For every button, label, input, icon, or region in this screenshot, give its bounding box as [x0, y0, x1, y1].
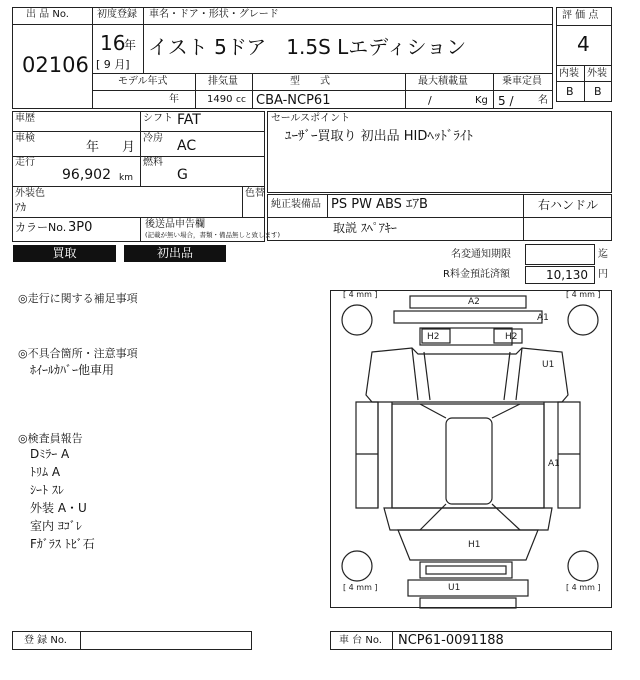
mark-a1-front-bumper: A1	[537, 313, 549, 323]
inspector-item: Dﾐﾗｰ A	[30, 447, 70, 461]
inspector-item: ﾄﾘﾑ A	[30, 465, 61, 479]
inspector-item: 室内 ﾖｺﾞﾚ	[30, 519, 82, 533]
defects-title: ◎不具合箇所・注意事項	[18, 347, 138, 360]
max-load-slash: /	[428, 94, 432, 107]
genuine-equipment-label: 純正装備品	[271, 199, 321, 210]
mark-h1-rear: H1	[468, 540, 481, 550]
aftermarket-note: (記載が無い場合，書類・備品無しと致します)	[145, 231, 281, 239]
exterior-color-label: 外装色	[15, 188, 45, 199]
mark-a2-front: A2	[468, 297, 480, 307]
shift-value: FAT	[177, 112, 201, 128]
supplement-title: ◎走行に関する補足事項	[18, 292, 138, 305]
diagram-frame	[330, 290, 612, 608]
defect-item: ﾎｲｰﾙｶﾊﾞｰ他車用	[30, 363, 115, 377]
recycle-fee-unit: 円	[598, 269, 608, 280]
displacement-unit: cc	[236, 95, 246, 105]
ac-label: 冷房	[143, 133, 163, 144]
tire-depth-fr: [ 4 mm ]	[566, 290, 601, 299]
fuel-label: 燃料	[143, 157, 163, 168]
tire-depth-rr: [ 4 mm ]	[566, 583, 601, 592]
mileage-value: 96,902	[62, 167, 111, 183]
sales-point-label: セールスポイント	[271, 113, 351, 124]
car-name: イスト 5ドア 1.5S Lエディション	[148, 35, 467, 59]
chassis-no-label: 車 台 No.	[339, 635, 382, 646]
model-year-label: モデル年式	[118, 76, 168, 87]
sales-point-text: ﾕｰｻﾞｰ買取り 初出品 HIDﾍｯﾄﾞﾗｲﾄ	[285, 129, 473, 144]
lot-no-label: 出 品 No.	[26, 9, 69, 20]
mark-u1-right-fender: U1	[542, 360, 555, 370]
inspector-item: Fｶﾞﾗｽ ﾄﾋﾞ石	[30, 537, 95, 551]
color-no-value: 3P0	[68, 220, 93, 235]
exterior-color-value: ｱｶ	[15, 201, 26, 214]
genuine-equipment: PS PW ABS ｴｱB	[331, 197, 428, 212]
max-load-unit: Kg	[475, 95, 488, 106]
mark-u1-rear-bumper: U1	[448, 583, 461, 593]
mark-a1-right-door: A1	[548, 459, 560, 469]
chassis-number: NCP61-0091188	[398, 633, 504, 648]
displacement-value: 1490	[207, 94, 233, 105]
displacement-label: 排気量	[208, 76, 238, 87]
exterior-label: 外装	[587, 68, 607, 79]
inspection-label: 車検	[15, 133, 35, 144]
tag-purchase: 買取	[13, 245, 116, 262]
registration-year-unit: 年	[124, 38, 137, 52]
shift-label: シフト	[143, 113, 173, 124]
capacity-value: 5 /	[498, 94, 514, 108]
model-year-unit: 年	[169, 94, 179, 105]
rating-score: 4	[577, 32, 590, 56]
inspector-item: ｼｰﾄ ｽﾚ	[30, 483, 64, 497]
capacity-label: 乗車定員	[502, 76, 542, 87]
history-label: 車歴	[15, 113, 35, 124]
first-registration-label: 初度登録	[97, 9, 137, 20]
name-change-deadline-unit: 迄	[598, 249, 608, 260]
exterior-grade: B	[594, 85, 602, 98]
tag-first-listing: 初出品	[124, 245, 226, 262]
steering-side: 右ハンドル	[538, 198, 599, 212]
registration-year: 16	[100, 31, 126, 55]
interior-label: 内装	[559, 68, 579, 79]
extras-text: 取説 ｽﾍﾟｱｷｰ	[333, 221, 397, 235]
model-code-label: 型 式	[290, 76, 330, 87]
name-change-deadline-label: 名変通知期限	[451, 249, 511, 260]
interior-grade: B	[566, 85, 574, 98]
max-load-label: 最大積載量	[418, 76, 468, 87]
fuel-value: G	[177, 167, 188, 183]
lot-number: 02106	[22, 53, 89, 77]
capacity-unit: 名	[538, 95, 548, 106]
tire-depth-fl: [ 4 mm ]	[343, 290, 378, 299]
inspector-item: 外装 A・U	[30, 501, 87, 515]
rating-label: 評 価 点	[562, 10, 599, 21]
inspection-year-unit: 年	[86, 140, 100, 155]
registration-month: [ 9 月]	[96, 58, 130, 71]
inspector-title: ◎検査員報告	[18, 432, 83, 445]
model-code: CBA-NCP61	[256, 93, 331, 108]
registration-no-label: 登 録 No.	[24, 635, 67, 646]
color-change-label: 色替	[245, 188, 265, 199]
mileage-label: 走行	[15, 157, 35, 168]
recycle-fee-amount: 10,130	[546, 268, 588, 282]
ac-value: AC	[177, 138, 197, 154]
recycle-fee-label: R料金預託済額	[443, 269, 510, 280]
mark-h2-right-headlight: H2	[505, 332, 518, 342]
mileage-unit: km	[119, 173, 133, 183]
color-no-label: カラーNo.	[15, 221, 67, 234]
car-name-label: 車名・ドア・形状・グレード	[149, 9, 279, 20]
mark-h2-left-headlight: H2	[427, 332, 440, 342]
inspection-month-unit: 月	[122, 140, 136, 155]
aftermarket-label: 後送品申告欄	[145, 219, 205, 230]
tire-depth-rl: [ 4 mm ]	[343, 583, 378, 592]
